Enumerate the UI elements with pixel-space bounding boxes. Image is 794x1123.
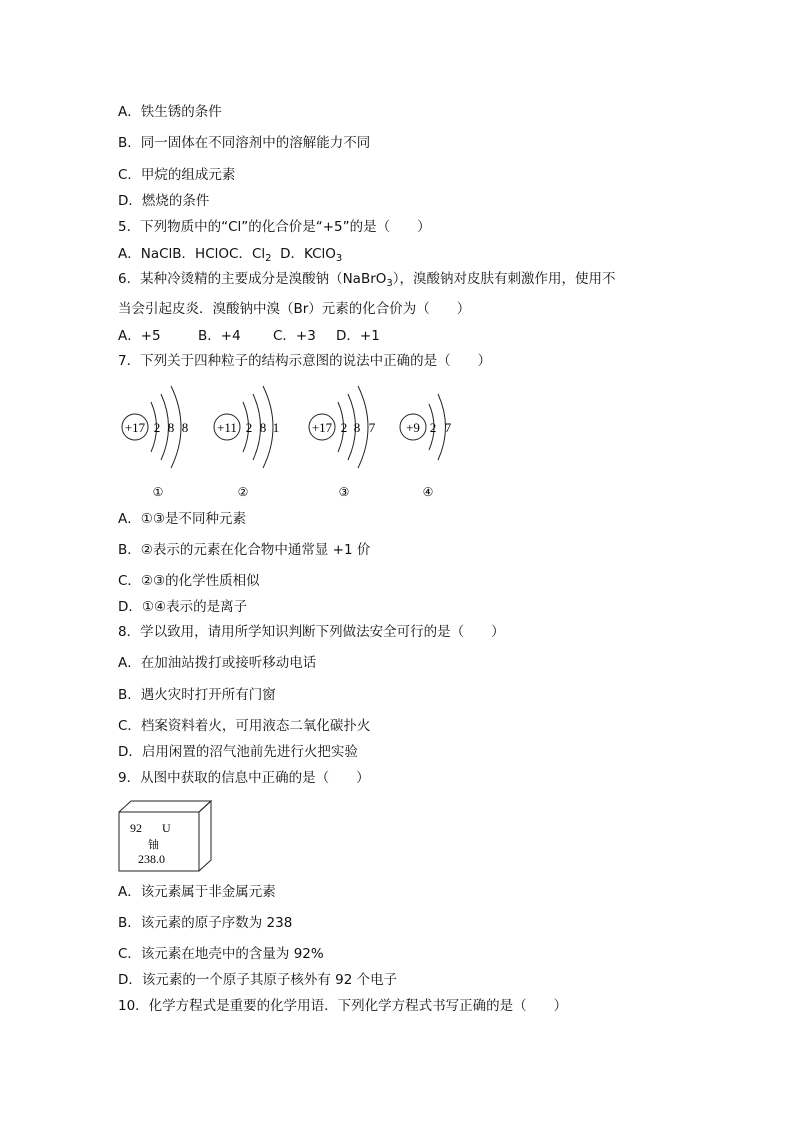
element-atomic-number: 92	[130, 821, 142, 835]
element-symbol: U	[162, 821, 171, 835]
q8-option-a: A．在加油站拨打或接听移动电话	[118, 655, 317, 671]
q9-option-d: D．该元素的一个原子其原子核外有 92 个电子	[118, 972, 398, 988]
q7-stem: 7．下列关于四种粒子的结构示意图的说法中正确的是（ ）	[118, 353, 492, 369]
particle-1-shell-1: 2	[153, 420, 161, 435]
particle-3-shell-1: 2	[340, 420, 348, 435]
option-b: B．同一固体在不同溶剂中的溶解能力不同	[118, 135, 371, 151]
particle-2-nucleus: +11	[217, 420, 237, 435]
particle-4-shell-2: 7	[444, 420, 452, 435]
q5-option-d: D．KClO	[280, 246, 336, 262]
q5-option-c-subscript: 2	[265, 253, 272, 264]
q6-options	[118, 327, 380, 345]
q6-option-a: A．+5	[118, 328, 161, 344]
particle-3-shell-3: 7	[368, 420, 376, 435]
particle-3-shell-2: 8	[353, 420, 361, 435]
q7-option-c: C．②③的化学性质相似	[118, 573, 260, 589]
element-name: 铀	[148, 838, 159, 851]
q6-option-c: C．+3	[273, 328, 316, 344]
particle-2-diagram	[214, 386, 279, 499]
q6-stem-part1: 6．某种冷烫精的主要成分是溴酸钠（NaBrO	[118, 271, 387, 287]
particle-4-shell-1: 2	[429, 420, 437, 435]
particle-2-shell-1: 2	[245, 420, 253, 435]
q7-option-d: D．①④表示的是离子	[118, 599, 248, 615]
q5-stem: 5．下列物质中的“Cl”的化合价是“+5”的是（ ）	[118, 219, 431, 235]
q5-option-c: C．Cl	[229, 246, 266, 262]
q5-options	[118, 245, 342, 268]
q10-stem: 10．化学方程式是重要的化学用语．下列化学方程式书写正确的是（ ）	[118, 998, 568, 1014]
particle-2-label: ②	[237, 485, 249, 499]
particle-1-label: ①	[152, 485, 164, 499]
particle-2-shell-2: 8	[259, 420, 267, 435]
q7-option-b: B．②表示的元素在化合物中通常显 +1 价	[118, 542, 371, 558]
option-a: A．铁生锈的条件	[118, 104, 222, 120]
particle-4-label: ④	[422, 485, 434, 499]
q7-option-a: A．①③是不同种元素	[118, 511, 246, 527]
q9-option-b: B．该元素的原子序数为 238	[118, 915, 293, 931]
q6-option-d: D．+1	[336, 328, 380, 344]
particle-4-nucleus: +9	[406, 420, 420, 435]
q9-option-c: C．该元素在地壳中的含量为 92%	[118, 946, 324, 962]
particle-1-shell-2: 8	[167, 420, 175, 435]
particle-4-diagram	[400, 394, 452, 499]
periodic-element-card	[118, 800, 214, 872]
particle-1-shell-3: 8	[181, 420, 189, 435]
option-c: C．甲烷的组成元素	[118, 167, 236, 183]
particle-1-diagram	[122, 386, 188, 499]
q6-option-b: B．+4	[198, 328, 241, 344]
q5-option-b: B．HClO	[172, 246, 230, 262]
q8-option-c: C．档案资料着火，可用液态二氧化碳扑火	[118, 718, 371, 734]
q6-stem-part2: ），溴酸钠对皮肤有刺激作用，使用不	[392, 271, 616, 287]
q6-stem-line1	[118, 270, 616, 293]
q5-option-a: A．NaCl	[118, 246, 173, 262]
q9-stem: 9．从图中获取的信息中正确的是（ ）	[118, 770, 370, 786]
q8-option-d: D．启用闲置的沼气池前先进行火把实验	[118, 744, 358, 760]
q6-stem-subscript: 3	[386, 278, 393, 289]
q9-option-a: A．该元素属于非金属元素	[118, 884, 276, 900]
particle-1-nucleus: +17	[124, 420, 146, 435]
q8-stem: 8．学以致用，请用所学知识判断下列做法安全可行的是（ ）	[118, 624, 505, 640]
option-d: D．燃烧的条件	[118, 193, 210, 209]
particle-3-diagram	[309, 386, 376, 499]
atomic-structure-diagrams	[115, 380, 460, 500]
particle-3-nucleus: +17	[311, 420, 333, 435]
particle-3-label: ③	[338, 485, 350, 499]
q5-option-d-subscript: 3	[335, 253, 343, 264]
q6-stem-line2: 当会引起皮炎．溴酸钠中溴（Br）元素的化合价为（ ）	[118, 301, 471, 317]
particle-2-shell-3: 1	[272, 420, 280, 435]
element-atomic-mass: 238.0	[138, 852, 165, 866]
q8-option-b: B．遇火灾时打开所有门窗	[118, 687, 276, 703]
